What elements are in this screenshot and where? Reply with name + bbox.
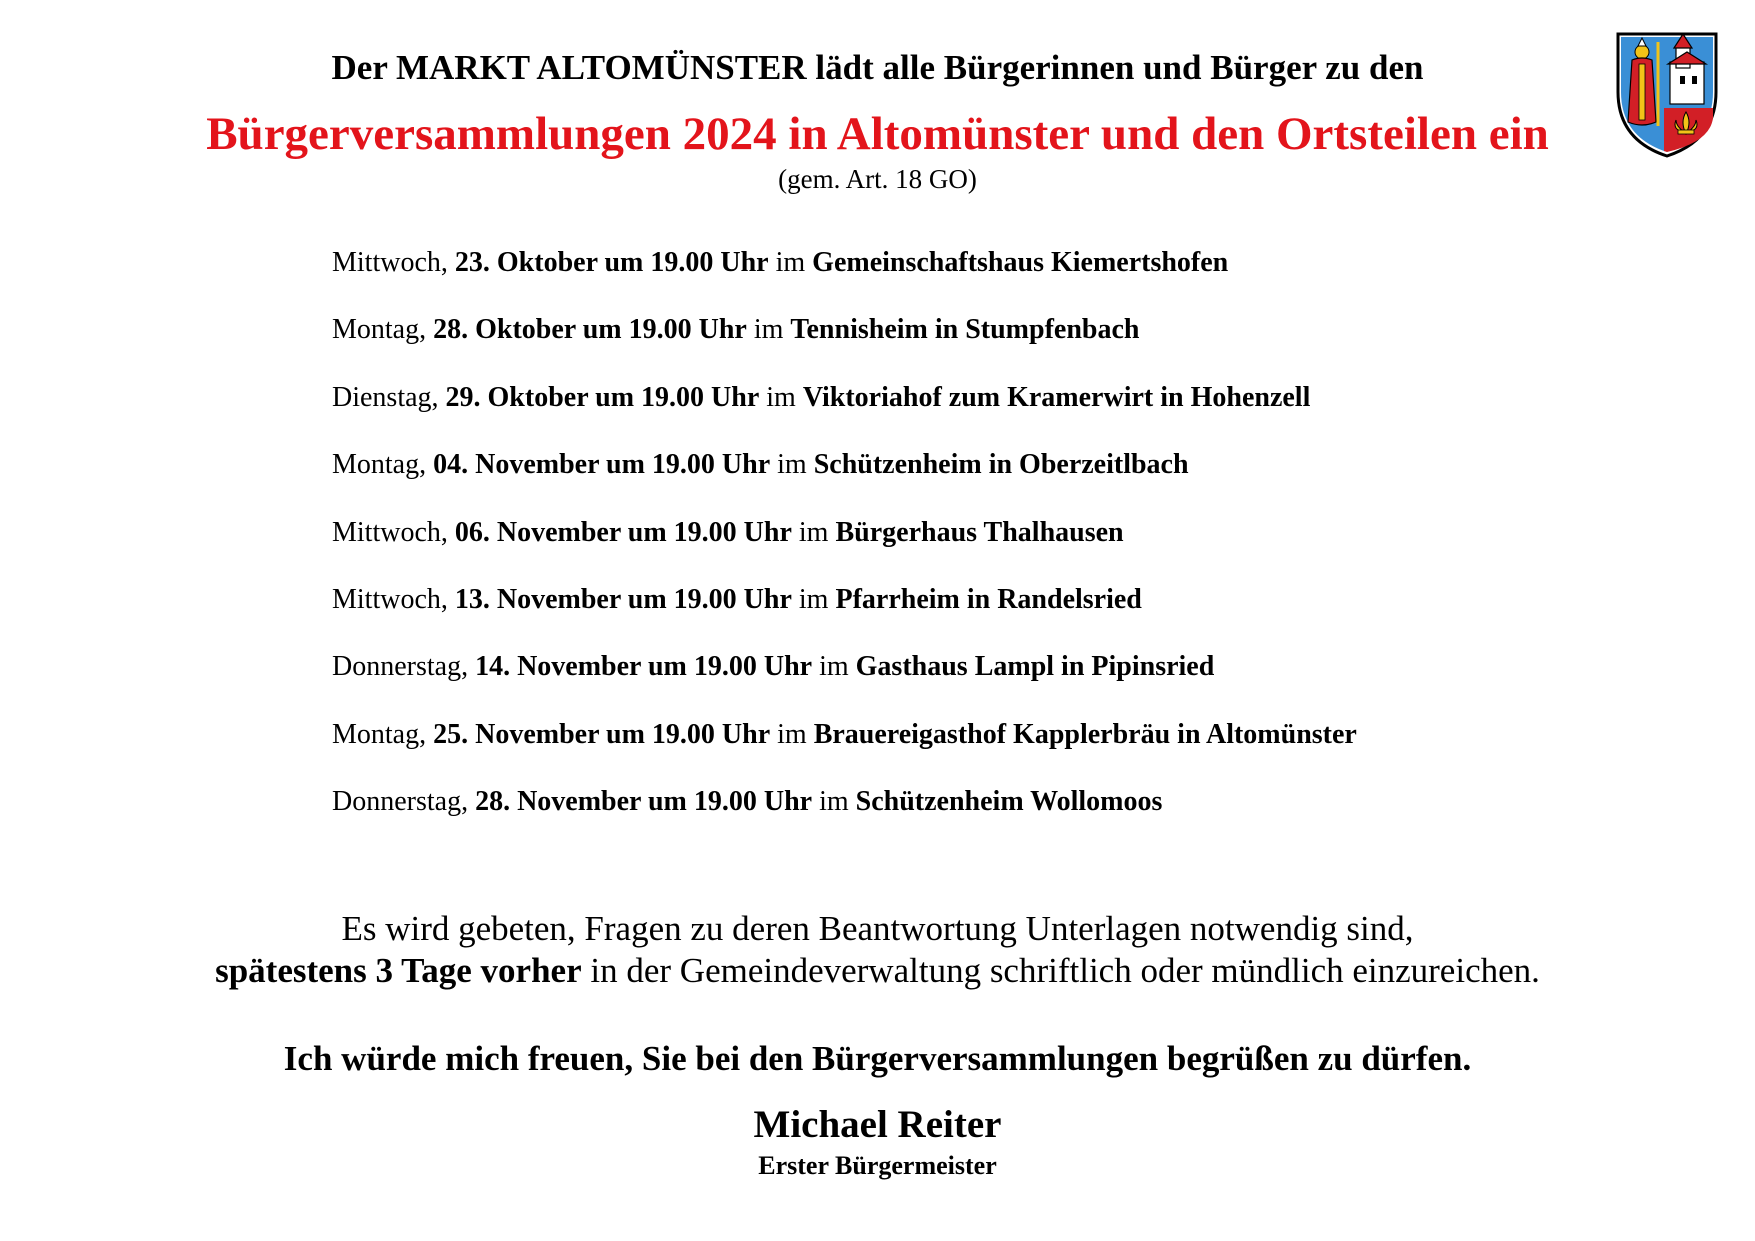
event-venue: Bürgerhaus Thalhausen xyxy=(835,516,1124,548)
notice-deadline: spätestens 3 Tage vorher xyxy=(215,951,582,990)
event-day: Donnerstag, xyxy=(332,786,469,818)
event-row xyxy=(332,381,1532,448)
event-venue: Gasthaus Lampl in Pipinsried xyxy=(855,651,1215,683)
event-preposition: im xyxy=(766,381,796,413)
event-venue: Schützenheim in Oberzeitlbach xyxy=(813,449,1189,481)
event-date-time: 29. Oktober um 19.00 Uhr xyxy=(445,381,760,413)
page-title: Bürgerversammlungen 2024 in Altomünster und den Ortsteilen ein xyxy=(206,108,1549,160)
event-row xyxy=(332,583,1532,650)
event-preposition: im xyxy=(798,516,829,548)
event-day: Mittwoch, xyxy=(332,583,448,615)
event-venue: Schützenheim Wollomoos xyxy=(855,786,1163,818)
event-preposition: im xyxy=(777,718,807,750)
event-date-time: 28. Oktober um 19.00 Uhr xyxy=(433,314,747,346)
event-preposition: im xyxy=(819,651,849,683)
event-day: Montag, xyxy=(332,718,427,750)
event-day: Mittwoch, xyxy=(332,516,448,548)
event-day: Donnerstag, xyxy=(332,651,469,683)
event-day: Montag, xyxy=(332,314,427,346)
event-schedule xyxy=(332,246,1532,853)
event-day: Mittwoch, xyxy=(332,247,448,278)
event-preposition: im xyxy=(753,314,784,346)
event-date-time: 25. November um 19.00 Uhr xyxy=(433,718,771,750)
event-date-time: 28. November um 19.00 Uhr xyxy=(475,786,813,818)
event-day: Dienstag, xyxy=(332,381,439,413)
event-date-time: 04. November um 19.00 Uhr xyxy=(433,449,771,481)
closing-sentence: Ich würde mich freuen, Sie bei den Bürgerversammlungen begrüßen zu dürfen. xyxy=(283,1039,1472,1078)
event-date-time: 14. November um 19.00 Uhr xyxy=(475,651,813,683)
coat-of-arms-icon xyxy=(1614,30,1720,160)
event-row xyxy=(332,650,1532,717)
legal-note: (gem. Art. 18 GO) xyxy=(778,164,977,194)
event-row xyxy=(332,516,1532,583)
event-row xyxy=(332,785,1532,852)
event-venue: Gemeinschaftshaus Kiemertshofen xyxy=(812,247,1229,278)
notice-paragraph xyxy=(0,908,1755,992)
event-venue: Pfarrheim in Randelsried xyxy=(835,583,1142,615)
event-preposition: im xyxy=(819,786,849,818)
event-date-time: 23. Oktober um 19.00 Uhr xyxy=(454,247,769,278)
signer-title: Erster Bürgermeister xyxy=(758,1151,997,1180)
event-day: Montag, xyxy=(332,449,427,481)
event-date-time: 06. November um 19.00 Uhr xyxy=(454,516,792,548)
event-venue: Viktoriahof zum Kramerwirt in Hohenzell xyxy=(802,381,1311,413)
event-date-time: 13. November um 19.00 Uhr xyxy=(454,583,792,615)
intro-text: Der MARKT ALTOMÜNSTER lädt alle Bürgerinnen und Bürger zu den xyxy=(331,48,1424,87)
event-row xyxy=(332,448,1532,515)
event-row xyxy=(332,718,1532,785)
notice-line-1: Es wird gebeten, Fragen zu deren Beantwortung Unterlagen notwendig sind, xyxy=(341,909,1414,948)
event-preposition: im xyxy=(798,583,829,615)
notice-line-2-rest: in der Gemeindeverwaltung schriftlich oder mündlich einzureichen. xyxy=(590,951,1540,990)
event-preposition: im xyxy=(775,247,806,278)
event-venue: Tennisheim in Stumpfenbach xyxy=(790,314,1140,346)
event-row xyxy=(332,313,1532,380)
event-row xyxy=(332,246,1532,313)
event-preposition: im xyxy=(777,449,807,481)
event-venue: Brauereigasthof Kapplerbräu in Altomünster xyxy=(813,718,1357,750)
signer-name: Michael Reiter xyxy=(753,1103,1002,1146)
notice-line-2 xyxy=(0,950,1755,992)
